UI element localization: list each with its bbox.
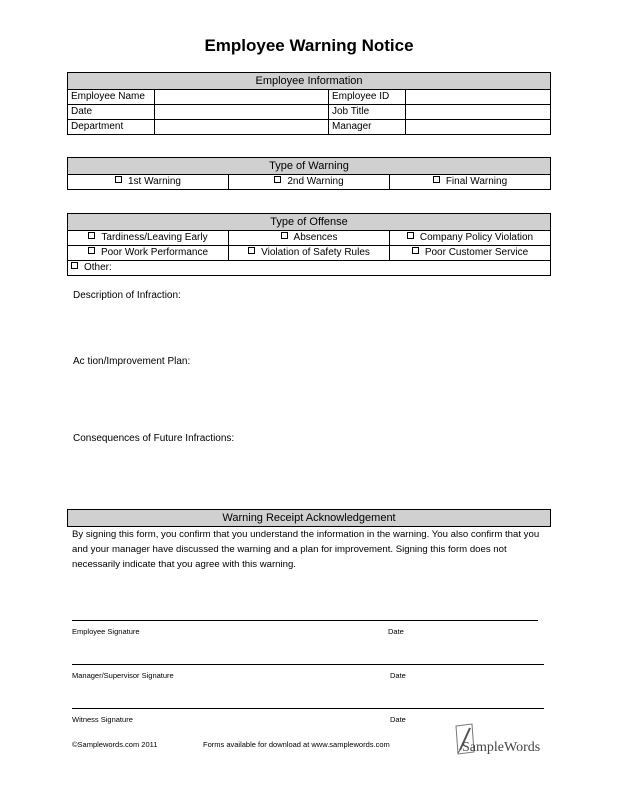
table-row (68, 246, 550, 261)
manager-signature-line[interactable] (72, 664, 544, 665)
table-row (68, 175, 550, 189)
copyright-text: ©Samplewords.com 2011 (72, 740, 158, 749)
checkbox[interactable] (71, 262, 78, 269)
checkbox[interactable] (407, 232, 414, 239)
warning-option-1st[interactable]: 1st Warning (68, 175, 229, 189)
checkbox[interactable] (274, 176, 281, 183)
employee-id-field[interactable] (406, 90, 550, 104)
download-text: Forms available for download at www.samplewords.com (203, 740, 390, 749)
offense-tardiness[interactable]: Tardiness/Leaving Early (68, 231, 229, 245)
manager-date-label: Date (390, 671, 406, 680)
offense-other[interactable]: Other: (68, 261, 550, 275)
checkbox[interactable] (412, 247, 419, 254)
offense-customer-service[interactable]: Poor Customer Service (390, 246, 550, 260)
department-field[interactable] (155, 120, 329, 134)
job-title-label: Job Title (329, 105, 406, 119)
employee-signature-line[interactable] (72, 620, 538, 621)
witness-signature-line[interactable] (72, 708, 544, 709)
employee-signature-label: Employee Signature (72, 627, 140, 636)
job-title-field[interactable] (406, 105, 550, 119)
manager-label: Manager (329, 120, 406, 134)
employee-name-field[interactable] (155, 90, 329, 104)
offense-type-table (67, 213, 551, 276)
employee-info-table (67, 72, 551, 135)
date-field[interactable] (155, 105, 329, 119)
page-title: Employee Warning Notice (204, 36, 414, 55)
offense-safety-rules[interactable]: Violation of Safety Rules (229, 246, 390, 260)
date-label: Date (68, 105, 155, 119)
department-label: Department (68, 120, 155, 134)
warning-type-table (67, 157, 551, 190)
offense-type-header: Type of Offense (68, 214, 550, 231)
checkbox[interactable] (115, 176, 122, 183)
acknowledgement-text: By signing this form, you confirm that you understand the information in the warning. You also confirm that you and your manager have discussed the warning and a plan for improvement. Signing this form does not necessarily indicate that you agree with this warning. (72, 529, 540, 570)
offense-policy-violation[interactable]: Company Policy Violation (390, 231, 550, 245)
table-row (68, 231, 550, 246)
samplewords-logo: SampleWords (462, 740, 541, 755)
checkbox[interactable] (88, 232, 95, 239)
offense-poor-performance[interactable]: Poor Work Performance (68, 246, 229, 260)
employee-name-label: Employee Name (68, 90, 155, 104)
manager-field[interactable] (406, 120, 550, 134)
manager-signature-label: Manager/Supervisor Signature (72, 671, 174, 680)
warning-type-header: Type of Warning (68, 158, 550, 175)
table-row (68, 105, 550, 120)
witness-date-label: Date (390, 715, 406, 724)
witness-signature-label: Witness Signature (72, 715, 133, 724)
offense-absences[interactable]: Absences (229, 231, 390, 245)
table-row (68, 261, 550, 275)
description-label: Description of Infraction: (73, 290, 181, 301)
table-row (68, 120, 550, 134)
employee-id-label: Employee ID (329, 90, 406, 104)
checkbox[interactable] (281, 232, 288, 239)
table-row (68, 90, 550, 105)
consequences-label: Consequences of Future Infractions: (73, 433, 235, 444)
employee-info-header: Employee Information (68, 73, 550, 90)
checkbox[interactable] (248, 247, 255, 254)
employee-date-label: Date (388, 627, 404, 636)
checkbox[interactable] (88, 247, 95, 254)
warning-option-final[interactable]: Final Warning (390, 175, 550, 189)
acknowledgement-section (67, 509, 551, 527)
checkbox[interactable] (433, 176, 440, 183)
action-plan-label: Ac tion/Improvement Plan: (73, 356, 191, 367)
acknowledgement-header: Warning Receipt Acknowledgement (67, 510, 551, 527)
warning-option-2nd[interactable]: 2nd Warning (229, 175, 390, 189)
